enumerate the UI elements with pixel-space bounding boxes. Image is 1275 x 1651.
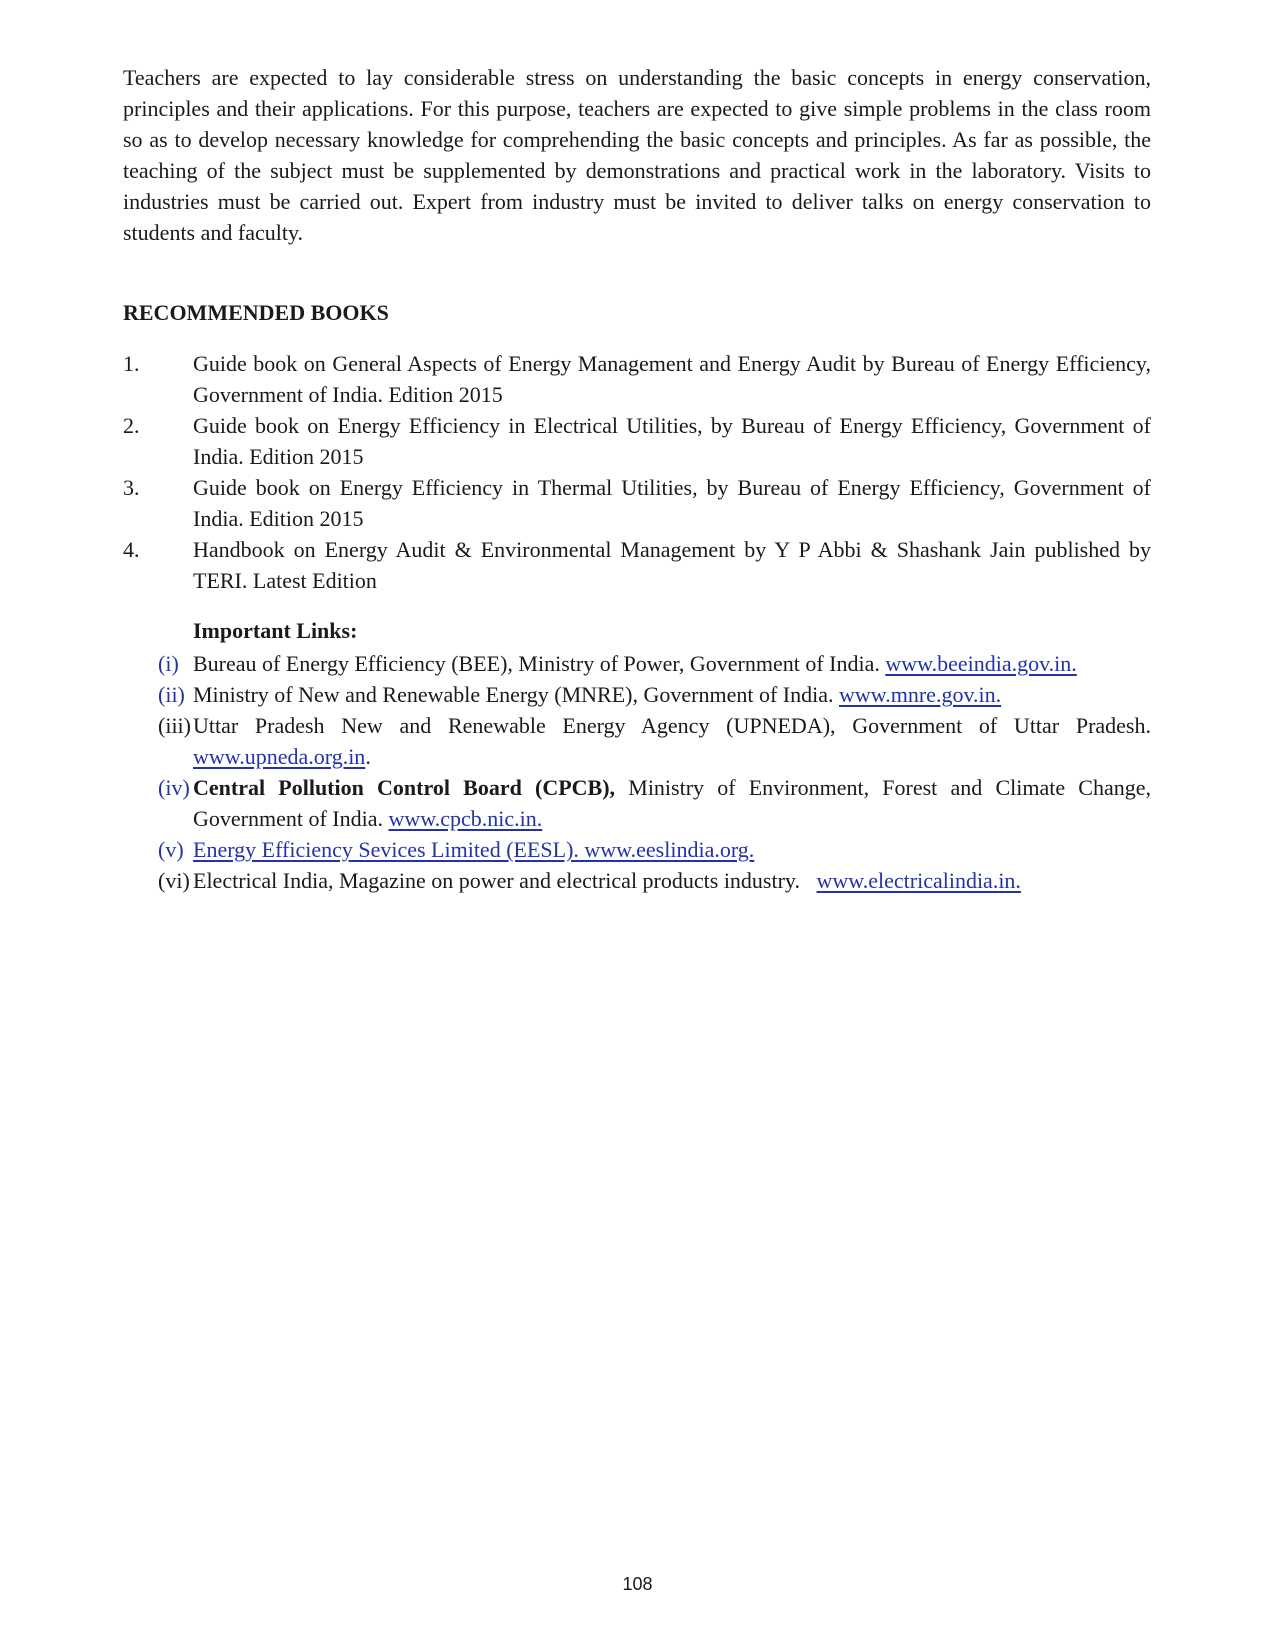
electrical-india-link[interactable]: www.electricalindia.in.: [816, 868, 1021, 893]
book-item: [123, 410, 1151, 472]
recommended-books-heading: RECOMMENDED BOOKS: [123, 300, 389, 325]
book-text: Guide book on General Aspects of Energy Management and Energy Audit by Bureau of Energy Efficiency, Government of India. Edition 2015: [193, 351, 1151, 407]
important-links-heading: Important Links:: [193, 618, 358, 643]
link-item-mnre: [158, 679, 1151, 710]
book-item: [123, 472, 1151, 534]
page-number: 108: [622, 1574, 653, 1594]
bee-link[interactable]: www.beeindia.gov.in.: [885, 651, 1077, 676]
important-links-list: [158, 648, 1151, 896]
eesl-link[interactable]: Energy Efficiency Sevices Limited (EESL). www.eeslindia.org.: [193, 837, 755, 862]
link-marker: (iii): [158, 713, 191, 738]
link-text: [193, 679, 1151, 710]
book-item: [123, 348, 1151, 410]
link-marker: (iv): [158, 775, 190, 800]
link-description: Ministry of Environment, Forest and Climate Change, Government of India.: [193, 775, 1151, 831]
link-text: [193, 834, 1151, 865]
book-text: Guide book on Energy Efficiency in Electrical Utilities, by Bureau of Energy Efficiency, Government of India. Edition 2015: [193, 413, 1151, 469]
link-description: Uttar Pradesh New and Renewable Energy Agency (UPNEDA), Government of Uttar Pradesh.: [193, 713, 1151, 738]
book-number: 3.: [123, 475, 140, 500]
cpcb-link[interactable]: www.cpcb.nic.in.: [388, 806, 543, 831]
link-description: Ministry of New and Renewable Energy (MNRE), Government of India.: [193, 682, 839, 707]
important-links-section: [158, 615, 1151, 896]
link-marker: (i): [158, 651, 179, 676]
book-item: [123, 534, 1151, 596]
link-bold-title: Central Pollution Control Board (CPCB),: [193, 775, 616, 800]
link-item-bee: [158, 648, 1151, 679]
link-marker: (ii): [158, 682, 185, 707]
book-number: 4.: [123, 537, 140, 562]
link-text: [193, 772, 1151, 834]
mnre-link[interactable]: www.mnre.gov.in.: [839, 682, 1002, 707]
document-page: [123, 62, 1151, 896]
link-text: [193, 710, 1151, 772]
book-number: 2.: [123, 413, 140, 438]
link-marker: (vi): [158, 868, 190, 893]
link-text: [193, 648, 1151, 679]
link-item-eesl: [158, 834, 1151, 865]
book-text: Guide book on Energy Efficiency in Thermal Utilities, by Bureau of Energy Efficiency, Government of India. Edition 2015: [193, 475, 1151, 531]
intro-paragraph: Teachers are expected to lay considerable stress on understanding the basic concepts in energy conservation, principles and their applications. For this purpose, teachers are expected to give simple problems in the class room so as to develop necessary knowledge for comprehending the basic concepts and principles. As far as possible, the teaching of the subject must be supplemented by demonstrations and practical work in the laboratory. Visits to industries must be carried out. Expert from industry must be invited to deliver talks on energy conservation to students and faculty.: [123, 65, 1151, 245]
link-marker: (v): [158, 837, 184, 862]
link-item-cpcb: [158, 772, 1151, 834]
book-text: Handbook on Energy Audit & Environmental Management by Y P Abbi & Shashank Jain published by TERI. Latest Edition: [193, 537, 1151, 593]
link-description: Bureau of Energy Efficiency (BEE), Ministry of Power, Government of India.: [193, 651, 886, 676]
link-trailing-period: .: [365, 744, 371, 769]
link-text: [193, 865, 1151, 896]
recommended-books-list: [123, 348, 1151, 596]
book-number: 1.: [123, 351, 140, 376]
link-description: Electrical India, Magazine on power and electrical products industry.: [193, 868, 817, 893]
upneda-link[interactable]: www.upneda.org.in: [193, 744, 366, 769]
link-item-upneda: [158, 710, 1151, 772]
link-item-electrical-india: [158, 865, 1151, 896]
